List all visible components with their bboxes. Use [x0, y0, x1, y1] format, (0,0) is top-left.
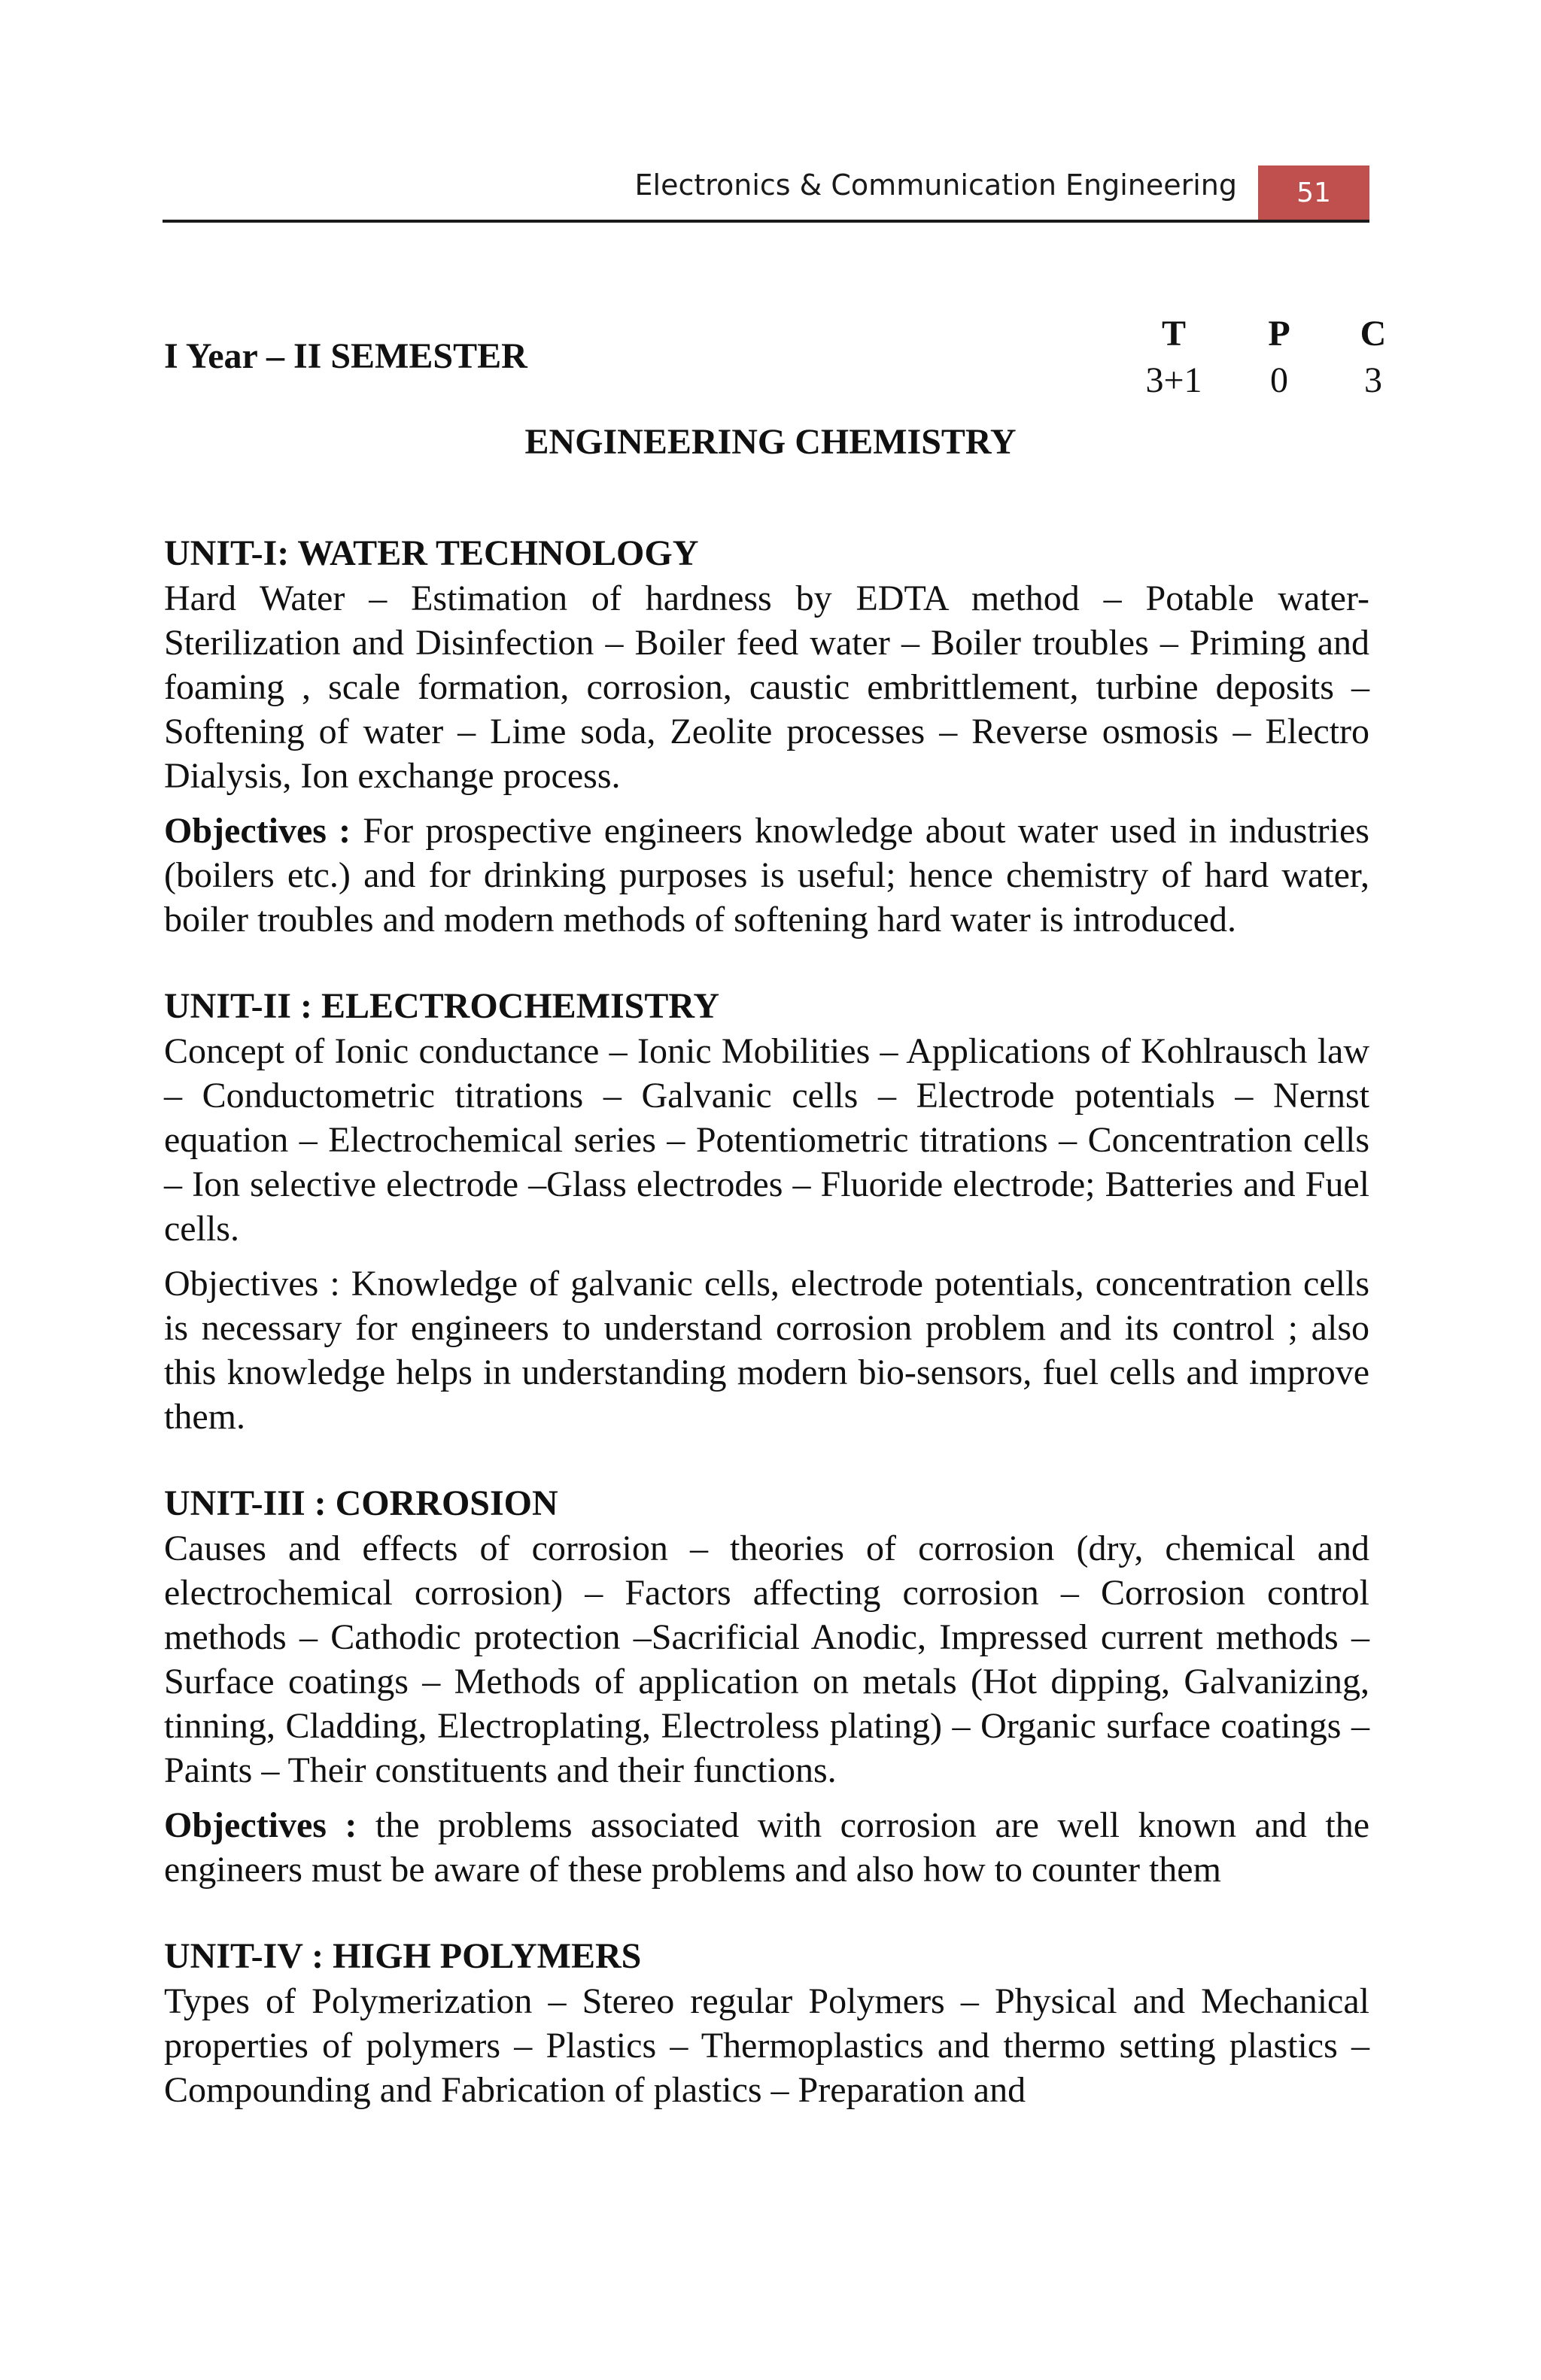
unit-objectives: [164, 1261, 1369, 1439]
running-header: [163, 158, 1369, 223]
objectives-text: For prospective engineers knowledge about water used in industries (boilers etc.) and for drinking purposes is useful; hence chemistry of hard water, boiler troubles and modern methods of softening hard water is introduced.: [164, 811, 1369, 940]
credits-header-row: [1114, 310, 1422, 357]
unit-objectives: [164, 1803, 1369, 1892]
objectives-text: the problems associated with corrosion are well known and the engineers must be aware of these problems and also how to counter them: [164, 1805, 1370, 1890]
unit-heading: UNIT-I: WATER TECHNOLOGY: [164, 533, 699, 573]
credits-value-row: [1114, 357, 1422, 403]
credits-value-c: 3: [1364, 360, 1382, 400]
running-title: Electronics & Communication Engineering: [634, 168, 1237, 202]
unit-4: [164, 1934, 1369, 2112]
credits-value-t: 3+1: [1145, 360, 1202, 400]
unit-body: Hard Water – Estimation of hardness by EDTA method – Potable water- Sterilization and Disinfection – Boiler feed water – Boiler troubles – Priming and foaming , scale formation, corrosion, caustic embrittlement, turbine deposits – Softening of water – Lime soda, Zeolite processes – Reverse osmosis – Electro Dialysis, Ion exchange process.: [164, 578, 1369, 796]
credits-value-p: 0: [1270, 360, 1288, 400]
unit-body: Types of Polymerization – Stereo regular Polymers – Physical and Mechanical properties of polymers – Plastics – Thermoplastics and thermo setting plastics – Compounding and Fabrication of plastics – Preparation and: [164, 1981, 1369, 2110]
page-number: 51: [1296, 177, 1331, 208]
unit-body: Concept of Ionic conductance – Ionic Mobilities – Applications of Kohlrausch law – Conductometric titrations – Galvanic cells – Electrode potentials – Nernst equation – Electrochemical series – Potentiometric titrations – Concentration cells – Ion selective electrode –Glass electrodes – Fluoride electrode; Batteries and Fuel cells.: [164, 1031, 1369, 1249]
objectives-label: Objectives :: [164, 1805, 357, 1845]
objectives-label: Objectives :: [164, 1264, 340, 1304]
credits-header-c: C: [1360, 313, 1387, 354]
unit-3: [164, 1481, 1369, 1892]
objectives-label: Objectives :: [164, 811, 351, 851]
unit-2: [164, 984, 1369, 1439]
course-title: ENGINEERING CHEMISTRY: [524, 422, 1017, 462]
credits-header-t: T: [1161, 313, 1186, 354]
unit-1: [164, 531, 1369, 942]
unit-objectives: [164, 809, 1369, 942]
unit-heading: UNIT-II : ELECTROCHEMISTRY: [164, 986, 720, 1026]
unit-body: Causes and effects of corrosion – theories of corrosion (dry, chemical and electrochemical corrosion) – Factors affecting corrosion – Corrosion control methods – Cathodic protection –Sacrificial Anodic, Impressed current methods – Surface coatings – Methods of application on metals (Hot dipping, Galvanizing, tinning, Cladding, Electroplating, Electroless plating) – Organic surface coatings – Paints – Their constituents and their functions.: [164, 1528, 1369, 1790]
page-number-badge: [1258, 165, 1369, 220]
semester-label: I Year – II SEMESTER: [164, 336, 527, 376]
credits-header-p: P: [1268, 313, 1290, 354]
syllabus-content: [164, 531, 1369, 2154]
unit-heading: UNIT-IV : HIGH POLYMERS: [164, 1936, 642, 1976]
credits-table: [1114, 310, 1422, 403]
objectives-text: Knowledge of galvanic cells, electrode potentials, concentration cells is necessary for engineers to understand corrosion problem and its control ; also this knowledge helps in understanding modern bio-sensors, fuel cells and improve them.: [164, 1264, 1369, 1437]
unit-heading: UNIT-III : CORROSION: [164, 1483, 558, 1523]
